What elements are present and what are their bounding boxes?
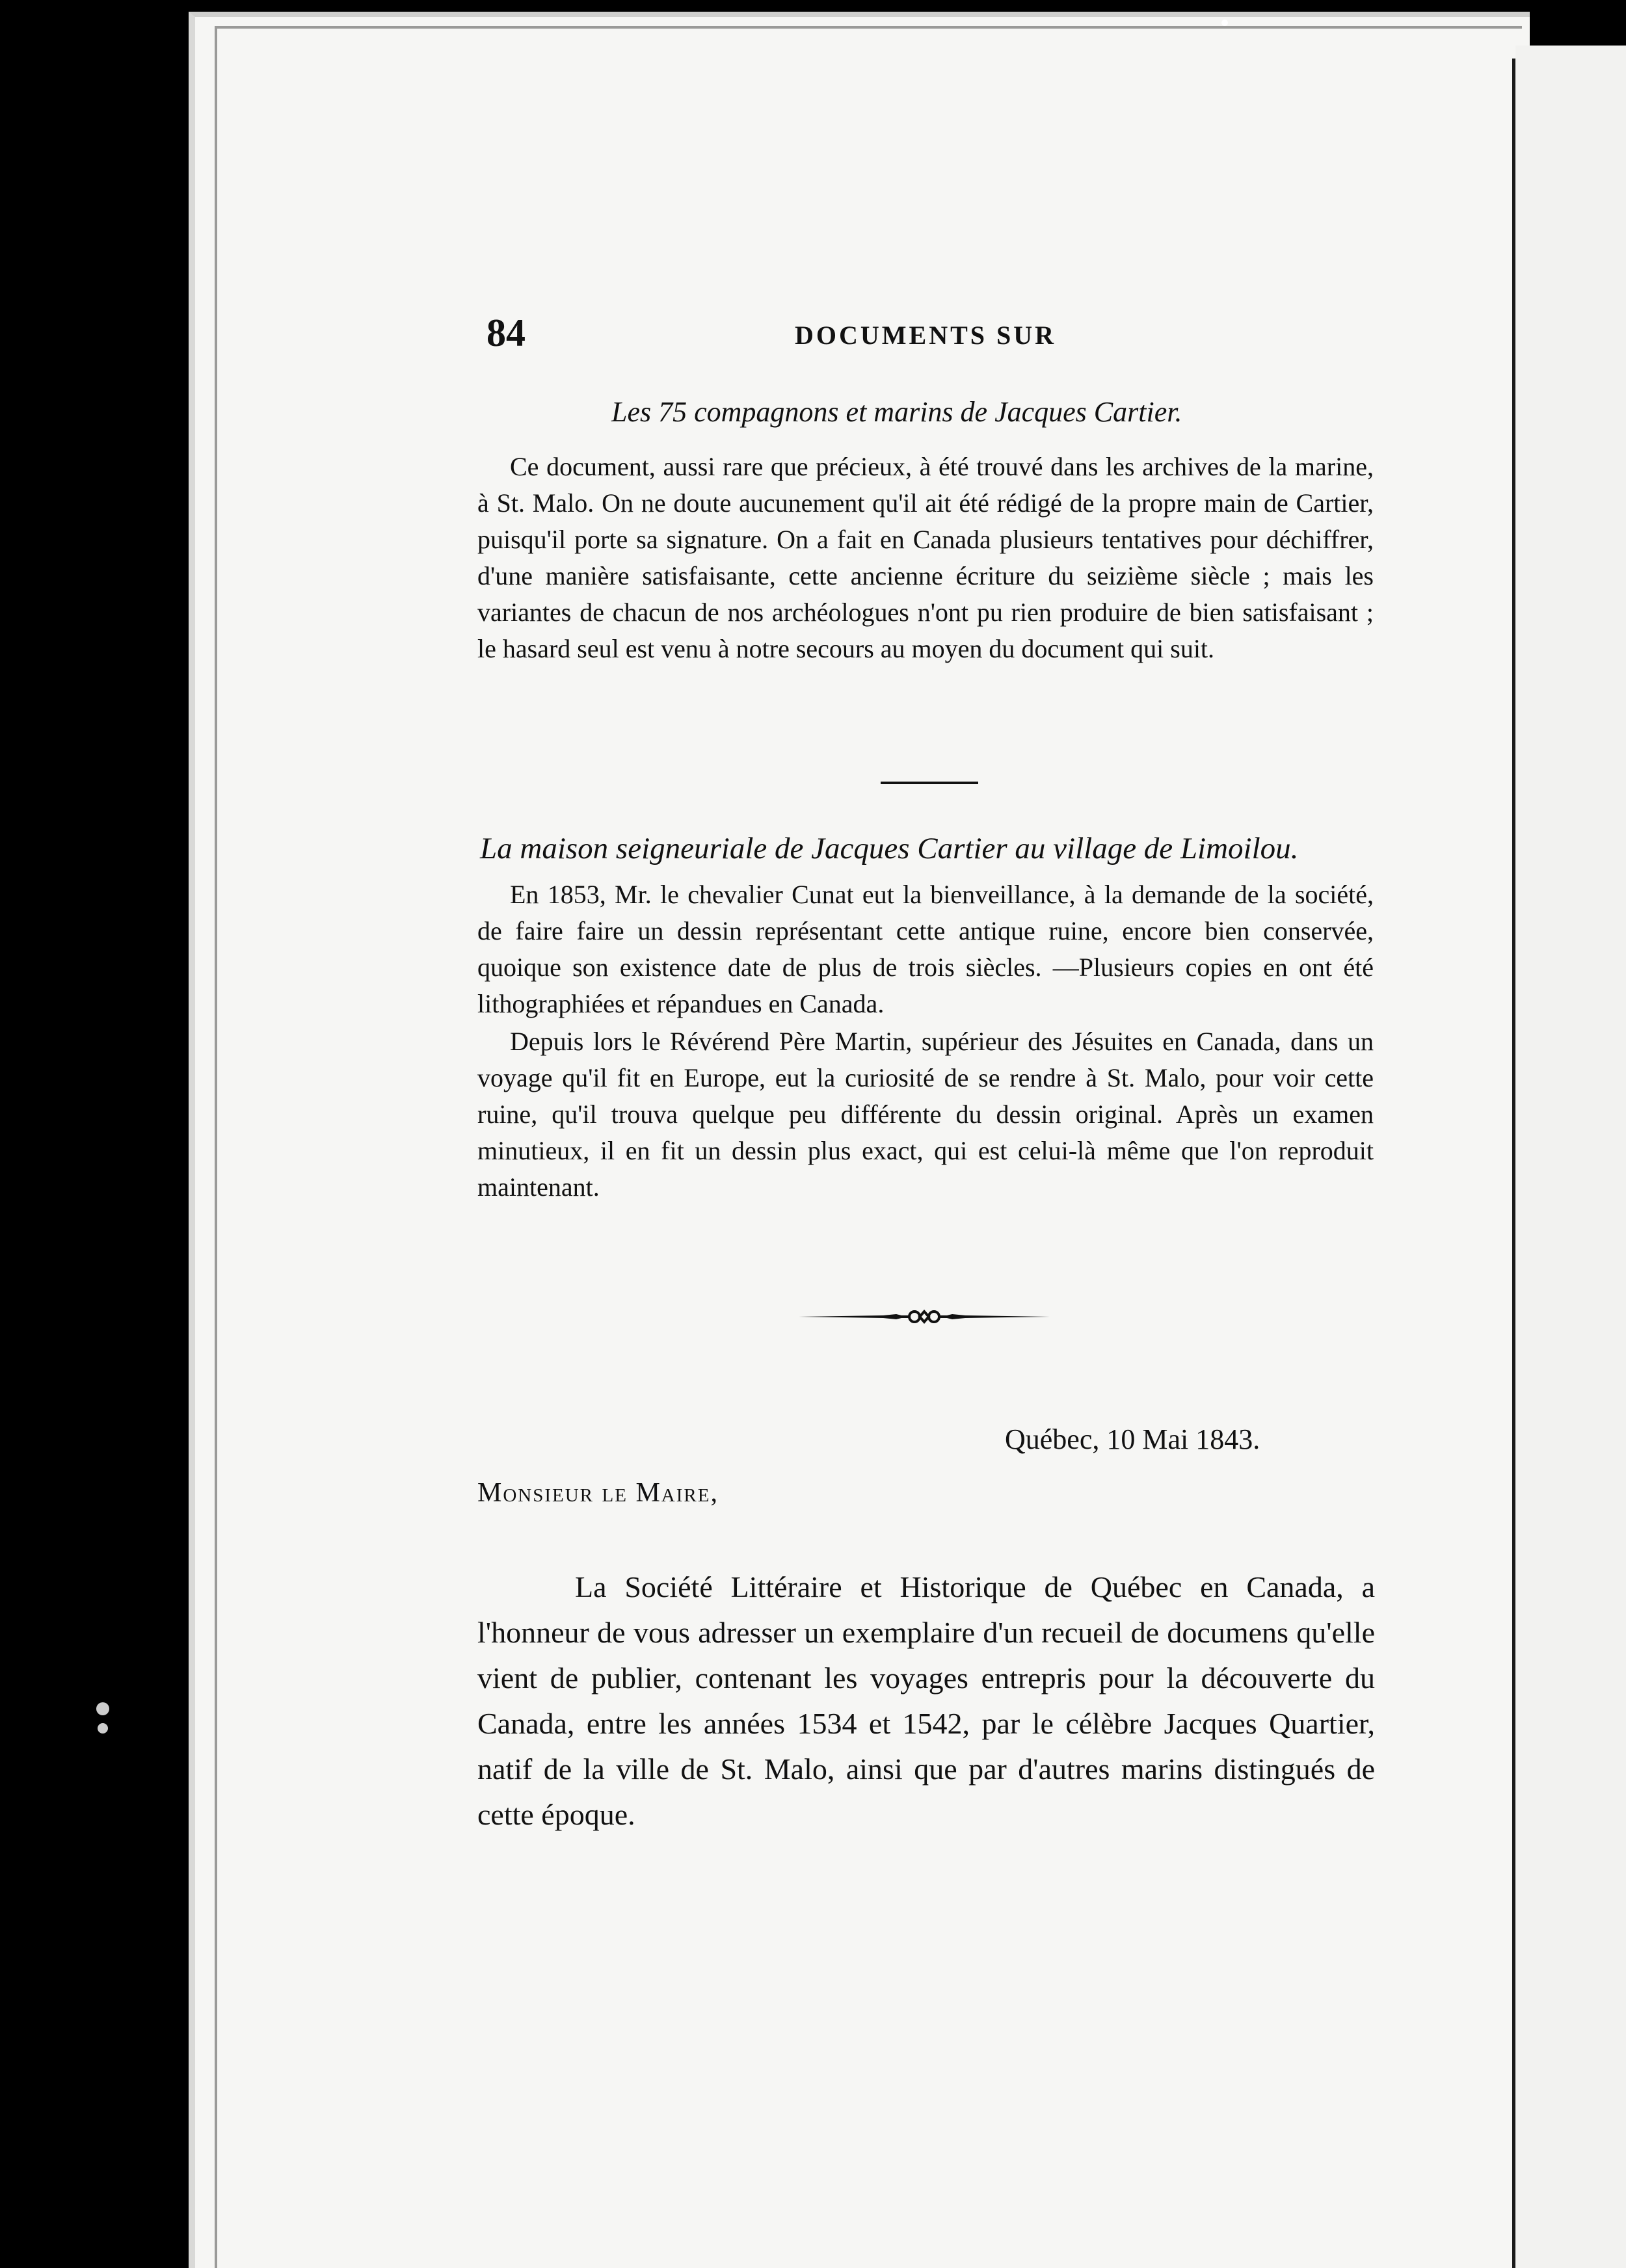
running-title: DOCUMENTS SUR <box>795 321 1057 350</box>
letter-salutation: Monsieur le Maire, <box>477 1478 719 1508</box>
section-paragraph-compagnons: Ce document, aussi rare que précieux, à été trouvé dans les archives de la marine, à St. Malo. On ne doute aucunement qu'il ait été rédigé de la propre main de Cartier, puisqu'il porte sa signature. On a fait en Canada plusieurs tentatives pour déchiffrer, d'une manière satisfaisante, cette ancienne écriture du seizième siècle ; mais les variantes de chacun de nos archéologues n'ont pu rien produire de bien satisfaisant ; le hasard seul est venu à notre secours au moyen du document qui suit. <box>477 452 1374 663</box>
ornamental-rule-icon <box>799 1302 1050 1332</box>
page-gutter-line <box>1512 59 1515 2268</box>
letter-dateline: Québec, 10 Mai 1843. <box>1005 1423 1260 1455</box>
scan-speck <box>96 1702 109 1715</box>
letter-paragraph: La Société Littéraire et Historique de Québec en Canada, a l'honneur de vous adresser un exemplaire d'un recueil de documens qu'elle vient de publier, contenant les voyages entrepris pour la découverte du Canada, entre les années 1534 et 1542, par le célèbre Jacques Quartier, natif de la ville de St. Malo, ainsi que par d'autres marins distingués de cette époque. <box>477 1570 1375 1831</box>
scan-speck <box>1221 20 1228 26</box>
page-number: 84 <box>486 311 526 354</box>
scan-speck <box>98 1723 108 1734</box>
section-paragraph-maison-2: Depuis lors le Révérend Père Martin, supérieur des Jésuites en Canada, dans un voyage qu'il fit en Europe, eut la curiosité de se rendre à St. Malo, pour voir cette ruine, qu'il trouva quelque peu différente du dessin original. Après un examen minutieux, il en fit un dessin plus exact, qui est celui-là même que l'on reproduit maintenant. <box>477 1027 1374 1202</box>
section-title-maison: La maison seigneuriale de Jacques Cartier au village de Limoilou. <box>480 832 1299 865</box>
facing-page-strip <box>1515 46 1626 2268</box>
running-head <box>486 311 1371 356</box>
section-paragraph-maison-1: En 1853, Mr. le chevalier Cunat eut la bienveillance, à la demande de la société, de faire faire un dessin représentant cette antique ruine, encore bien conservée, quoique son existence date de plus de trois siècles. —Plusieurs copies en ont été lithographiées et répandues en Canada. <box>477 880 1374 1018</box>
section-title-compagnons: Les 75 compagnons et marins de Jacques Cartier. <box>611 396 1182 428</box>
section-divider <box>881 782 978 784</box>
